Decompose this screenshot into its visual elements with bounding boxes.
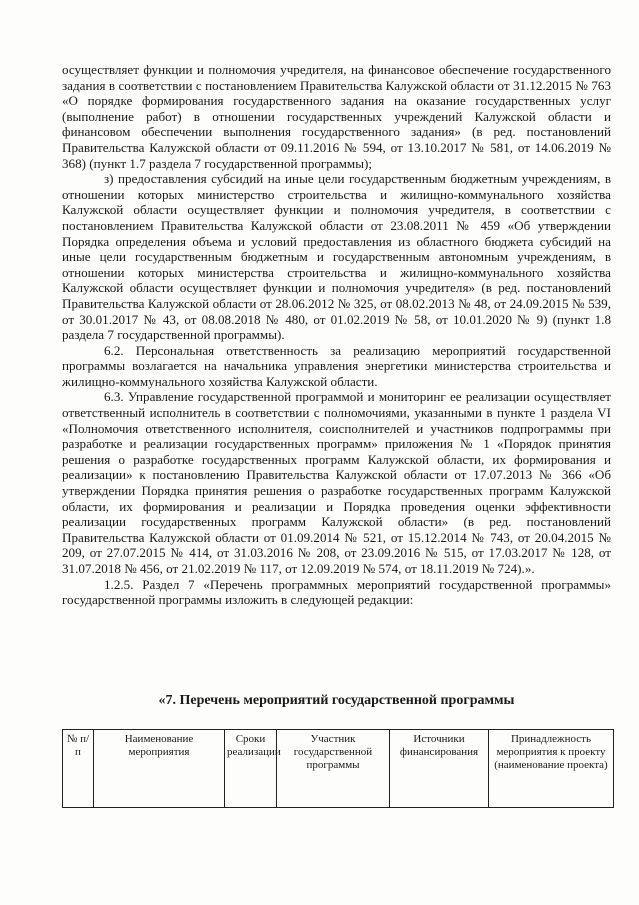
- table-header-row: [63, 730, 614, 808]
- paragraph: 1.2.5. Раздел 7 «Перечень программных мероприятий государственной программы» государственной программы изложить в следующей редакции:: [62, 576, 611, 608]
- paragraph: 6.3. Управление государственной программой и мониторинг ее реализации осуществляет ответственный исполнитель в соответствии с полномочиями, указанными в пункте 1 раздела VI «Полномочия ответственного исполнителя, соисполнителей и участников подпрограммы при разработке и реализации государственных программ» приложения № 1 «Порядок принятия решения о разработке государственных программ Калужской области, их формирования и реализации» к постановлению Правительства Калужской области от 17.07.2013 № 366 «Об утверждении Порядка принятия решения о разработке государственных программ Калужской области, их формирования и реализации и Порядка проведения оценки эффективности реализации государственных программ Калужской области» (в ред. постановлений Правительства Калужской области от 01.09.2014 № 521, от 15.12.2014 № 743, от 20.04.2015 № 209, от 27.07.2015 № 414, от 31.03.2016 № 208, от 23.09.2016 № 515, от 17.03.2017 № 128, от 31.07.2018 № 456, от 21.02.2019 № 117, от 12.09.2019 № 574, от 18.11.2019 № 724).».: [62, 389, 611, 576]
- header-period: Сроки реализации: [225, 730, 277, 808]
- paragraph: з) предоставления субсидий на иные цели государственным бюджетным учреждениям, в отношении которых министерство строительства и жилищно-коммунального хозяйства Калужской области осуществляет функции и полномочия учредителя, в соответствии с постановлением Правительства Калужской области от 23.08.2011 № 459 «Об утверждении Порядка определения объема и условий предоставления из областного бюджета субсидий на иные цели государственным бюджетным и государственным автономным учреждениям, в отношении которых министерства строительства и жилищно-коммунального хозяйства Калужской области осуществляет функции и полномочия учредителя» (в ред. постановлений Правительства Калужской области от 28.06.2012 № 325, от 08.02.2013 № 48, от 24.09.2015 № 539, от 30.01.2017 № 43, от 08.08.2018 № 480, от 01.02.2019 № 58, от 10.01.2020 № 9) (пункт 1.8 раздела 7 государственной программы).: [62, 171, 611, 343]
- header-number: № п/п: [63, 730, 94, 808]
- measures-table: [62, 729, 614, 808]
- section-heading: «7. Перечень мероприятий государственной программы: [158, 693, 515, 708]
- paragraph: 6.2. Персональная ответственность за реализацию мероприятий государственной программы возлагается на начальника управления энергетики министерства строительства и жилищно-коммунального хозяйства Калужской области.: [62, 342, 611, 389]
- header-funding-source: Источники финансирования: [390, 730, 489, 808]
- header-participant: Участник государственной программы: [277, 730, 390, 808]
- paragraph: осуществляет функции и полномочия учредителя, на финансовое обеспечение государственного задания в соответствии с постановлением Правительства Калужской области от 31.12.2015 № 763 «О порядке формирования государственного задания на оказание государственных услуг (выполнение работ) в отношении государственных учреждений Калужской области и финансовом обеспечении выполнения государственного задания» (в ред. постановлений Правительства Калужской области от 09.11.2016 № 594, от 13.10.2017 № 581, от 14.06.2019 № 368) (пункт 1.7 раздела 7 государственной программы);: [62, 62, 611, 171]
- body-text: [62, 62, 611, 608]
- header-project: Принадлежность мероприятия к проекту (наименование проекта): [489, 730, 614, 808]
- header-measure-name: Наименование мероприятия: [94, 730, 225, 808]
